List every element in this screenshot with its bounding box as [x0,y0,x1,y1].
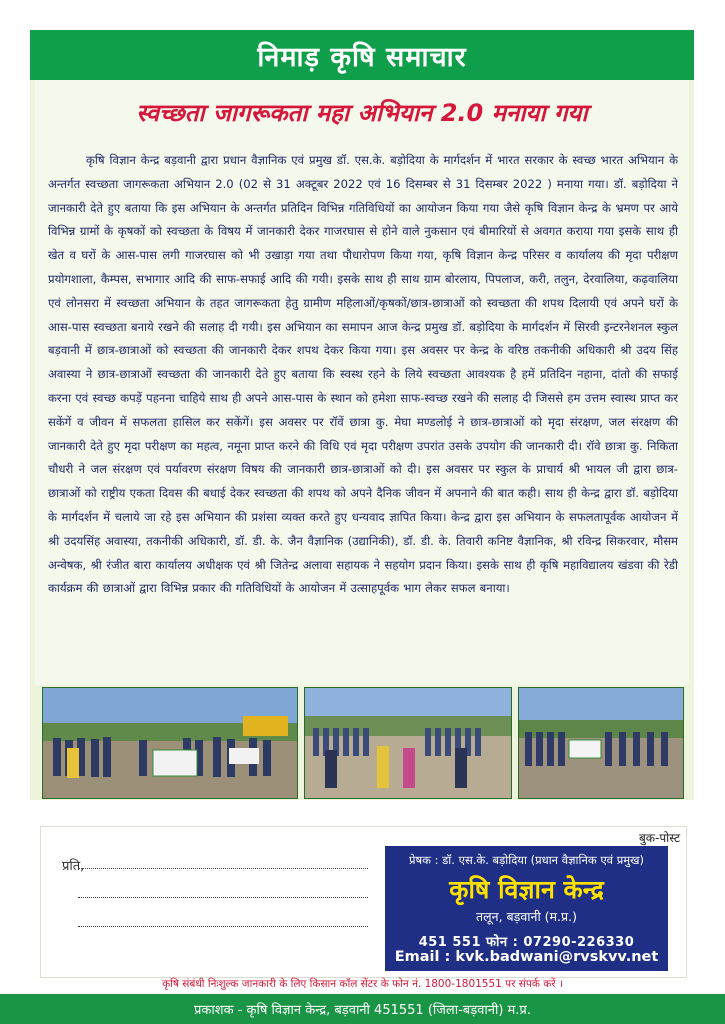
book-post-label: बुक-पोस्ट [638,831,680,845]
address-line-1 [78,866,368,869]
masthead-title: निमाड़ कृषि समाचार [257,41,467,73]
publisher-line: प्रकाशक - कृषि विज्ञान केन्द्र, बड़वानी 451551 (जिला-बड़वानी) म.प्र. [194,1003,531,1018]
address-line-3 [78,924,368,927]
campaign-photo-2 [304,687,512,799]
campaign-photo-3 [518,687,684,799]
recipient-label: प्रति, [62,859,85,874]
sender-line: प्रेषक : डॉ. एस.के. बड़ोदिया (प्रधान वैज्ञानिक एवं प्रमुख) [408,853,645,867]
article-body: कृषि विज्ञान केन्द्र बड़वानी द्वारा प्रधान वैज्ञानिक एवं प्रमुख डॉ. एस.के. बड़ोदिया के मार्गदर्शन में भारत सरकार के स्वच्छ भारत अभियान के अन्तर्गत स्वच्छता जागरूकता अभियान 2.0 (02 से 31 अक्टूबर 2022 एवं 16 दिसम्बर से 31 दिसम्बर 2022 ) मनाया गया। डॉ. बड़ोदिया ने जानकारी देते हुए बताया कि इस अभियान के अन्तर्गत प्रतिदिन विभिन्न गतिविधियों का आयोजन किया गया जैसे कृषि विज्ञान केन्द्र के भ्रमण पर आये विभिन्न ग्रामों के कृषकों को स्वच्छता के विषय में जानकारी देकर गाजरघास से होने वाले नुकसान एवं बीमारियों से अवगत कराया गया इसके साथ ही खेत व घरों के आस-पास लगी गाजरघास को भी उखाड़ा गया तथा पौधारोपण किया गया, कृषि विज्ञान केन्द्र परिसर व कार्यालय की मृदा परीक्षण प्रयोगशाला, कैम्पस, सभागार आदि की साफ-सफाई आदि की गयी। इसके साथ ही साथ ग्राम बोरलाय, पिपलाज, करी, तलुन, देरवालिया, कढ़वालिया एवं लोनसरा में स्वच्छता अभियान के तहत जागरूकता हेतु ग्रामीण महिलाओं/कृषकों/छात्र-छात्राओं को स्वच्छता की शपथ दिलायी एवं अपने घरों के आस-पास स्वच्छता बनाये रखने की सलाह दी गयी। इस अभियान का समापन आज केन्द्र प्रमुख डॉ. बड़ोदिया के मार्गदर्शन में सिरवी इन्टरनेशनल स्कुल बड़वानी में छात्र-छात्राओं को स्वच्छता की जानकारी देकर शपथ देकर किया गया। इस अवसर पर केन्द्र के वरिष्ठ तकनीकी अधिकारी श्री उदय सिंह अवास्या ने छात्र-छात्राओं स्वच्छता की जानकारी देते हुए बताया कि स्वस्थ रहने के लिये स्वच्छता आवश्यक है हमें प्रतिदिन नहाना, दांतो की सफाई करना एवं स्वच्छ कपड़ें पहनना चाहिये साथ ही अपने आस-पास के स्थान को हमेशा साफ-स्वच्छ रखने की सलाह दी जिससे हम उत्तम स्वास्थ प्राप्त कर सकेंगें व जीवन में सफलता हासिल कर सकेंगें। इस अवसर पर रॉवें छात्रा कु. मेघा मण्डलोई ने छात्र-छात्राओं को मृदा संरक्षण, जल संरक्षण की जानकारी देते हुए मृदा परीक्षण का महत्व, नमूना प्राप्त करने की विधि एवं मृदा परीक्षण उपरांत उसके उपयोग की जानकारी दी। रॉवे छात्रा कु. निकिता चौधरी ने जल संरक्षण एवं पर्यावरण संरक्षण विषय की जानकारी छात्र-छात्राओं को दी। इस अवसर पर स्कुल के प्राचार्य श्री भायल जी द्वारा छात्र-छात्राओं को राष्ट्रीय एकता दिवस की बधाई देकर स्वच्छता की शपथ को अपने दैनिक जीवन में अपनाने की बात कही। साथ ही केन्द्र द्वारा डॉ. बड़ोदिया के मार्गदर्शन में चलाये जा रहे इस अभियान की प्रशंसा व्यक्त करते हुए धन्यवाद ज्ञापित किया। केन्द्र द्वारा इस अभियान के सफलतापूर्वक आयोजन में श्री उदयसिंह अवास्या, तकनीकी अधिकारी, डॉ. डी. के. जैन वैज्ञानिक (उद्यानिकी), डॉ. डी. के. तिवारी कनिष्ट वैज्ञानिक, श्री रविन्द्र सिकरवार, मौसम अन्वेषक, श्री रंजीत बारा कार्यालय अधीक्षक एवं श्री जितेन्द्र अलावा सहायक ने सहयोग प्रदान किया। इसके साथ ही कृषि महाविद्यालय खंडवा की रेडी कार्यक्रम की छात्राओं द्वारा विभिन्न प्रकार की गतिविधियों के आयोजन में उत्साहपूर्वक भाग लेकर सफल बनाया। [48,153,678,596]
org-name: कृषि विज्ञान केन्द्र [449,875,604,904]
org-phone: 451 551 फोन : 07290-226330 [418,935,635,950]
campaign-photo-1 [42,687,298,799]
address-line-2 [78,895,368,898]
headline: स्वच्छता जागरूकता महा अभियान 2.0 मनाया गया [136,99,588,127]
org-city: तलून, बड़वानी (म.प्र.) [476,909,577,924]
org-email: Email : kvk.badwani@rvskvv.net [394,949,659,965]
helpline-note: कृषि संबंधी निःशुल्क जानकारी के लिए किसान कॉल सेंटर के फोन नं. 1800-1801551 पर संपर्क करें । [162,978,563,990]
